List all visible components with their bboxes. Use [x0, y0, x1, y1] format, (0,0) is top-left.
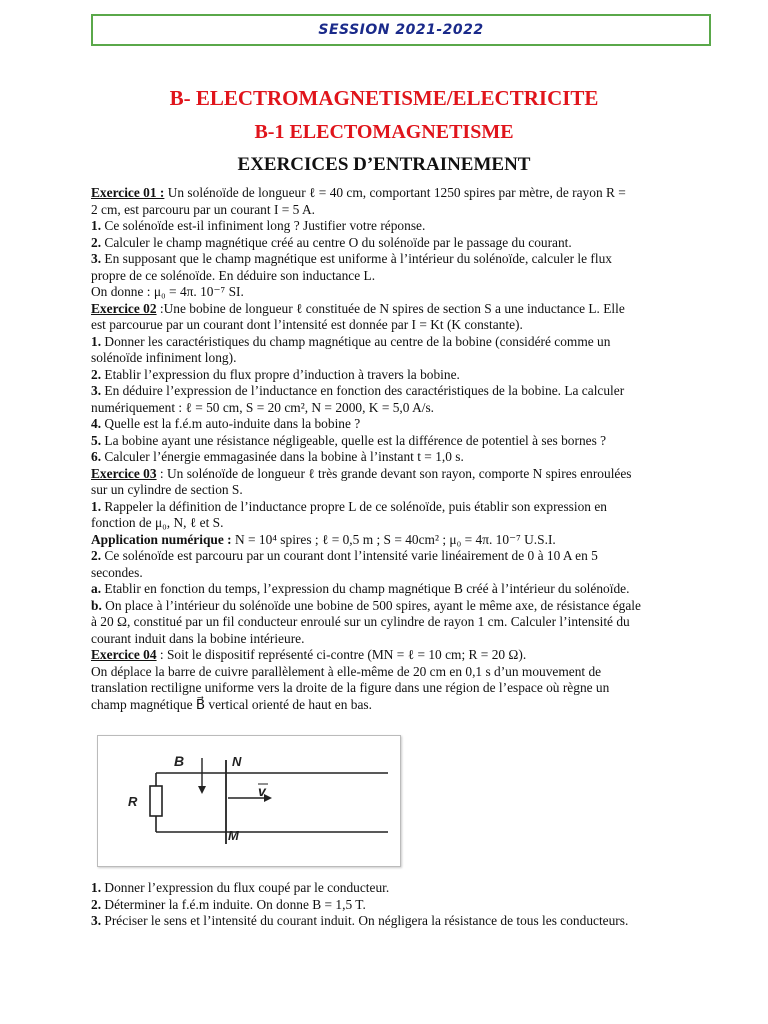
- line-text: Ce solénoïde est-il infiniment long ? Justifier votre réponse.: [101, 218, 426, 233]
- subsection-title: B-1 ELECTOMAGNETISME: [254, 121, 514, 143]
- section-title: B- ELECTROMAGNETISME/ELECTRICITE: [169, 86, 599, 110]
- line-text: En supposant que le champ magnétique est uniforme à l’intérieur du solénoïde, calculer le flux: [101, 251, 612, 266]
- lines-line: [91, 433, 675, 450]
- lines-line: [91, 268, 675, 285]
- label-m: M: [228, 828, 239, 843]
- application-label: Application numérique :: [91, 531, 232, 547]
- lines-line: [91, 416, 675, 433]
- question-number: 2.: [91, 234, 102, 250]
- label-n: N: [232, 754, 242, 769]
- lines-line: [91, 449, 675, 466]
- after-line: [91, 897, 675, 914]
- after-line: [91, 913, 675, 930]
- line-text: Donner l’expression du flux coupé par le conducteur.: [101, 880, 390, 895]
- lines-line: [91, 235, 675, 252]
- line-text: numériquement : ℓ = 50 cm, S = 20 cm², N = 2000, K = 5,0 A/s.: [91, 399, 435, 415]
- lines-line: [91, 466, 675, 483]
- lines-line: [91, 614, 675, 631]
- line-text: : Un solénoïde de longueur ℓ très grande devant son rayon, comporte N spires enroulées: [156, 465, 632, 481]
- line-text: Etablir en fonction du temps, l’expression du champ magnétique B créé à l’intérieur du solénoïde.: [101, 581, 630, 596]
- label-b: B: [174, 753, 185, 769]
- lines-line: [91, 532, 675, 549]
- line-text: En déduire l’expression de l’inductance en fonction des caractéristiques de la bobine. La calculer: [101, 383, 625, 398]
- line-text: est parcourue par un courant dont l’intensité est donnée par I = Kt (K constante).: [91, 317, 523, 332]
- question-number: 2.: [91, 548, 102, 563]
- exercise-label: Exercice 03: [91, 465, 157, 481]
- lines-line: [91, 251, 675, 268]
- lines-line: [91, 202, 675, 219]
- line-text: On place à l’intérieur du solénoïde une bobine de 500 spires, ayant le même axe, de résistance égale: [101, 597, 641, 613]
- line-text: secondes.: [91, 564, 143, 580]
- lines-line: [91, 367, 675, 384]
- exercises-title: EXERCICES D’ENTRAINEMENT: [237, 154, 531, 175]
- lines-line: [91, 185, 675, 202]
- line-text: Un solénoïde de longueur ℓ = 40 cm, comportant 1250 spires par mètre, de rayon R =: [164, 185, 626, 200]
- lines-line: [91, 334, 675, 351]
- line-text: Préciser le sens et l’intensité du courant induit. On négligera la résistance de tous les conducteurs.: [101, 913, 629, 928]
- lines-line: [91, 647, 675, 664]
- circuit-diagram: [98, 736, 400, 866]
- line-text: fonction de μ₀, N, ℓ et S.: [91, 515, 224, 530]
- lines-line: [91, 680, 675, 697]
- lines-line: [91, 301, 675, 318]
- line-text: translation rectiligne uniforme vers la droite de la figure dans une région de l’espace où règne un: [91, 680, 610, 695]
- line-text: Rappeler la définition de l’inductance propre L de ce solénoïde, puis établir son expression en: [101, 498, 607, 514]
- question-number: b.: [91, 597, 102, 613]
- session-banner: [91, 14, 711, 46]
- line-text: courant induit dans la bobine intérieure.: [91, 630, 305, 646]
- line-text: Déterminer la f.é.m induite. On donne B = 1,5 T.: [101, 896, 366, 912]
- exercise-label: Exercice 02: [91, 300, 157, 316]
- question-number: 2.: [91, 896, 102, 912]
- line-text: champ magnétique B⃗ vertical orienté de haut en bas.: [91, 696, 372, 712]
- line-text: 2 cm, est parcouru par un courant I = 5 A.: [91, 201, 315, 217]
- lines-line: [91, 631, 675, 648]
- question-number: 5.: [91, 432, 102, 448]
- line-text: Quelle est la f.é.m auto-induite dans la bobine ?: [101, 416, 361, 431]
- question-number: 4.: [91, 416, 102, 431]
- question-number: 1.: [91, 880, 102, 895]
- lines-line: [91, 598, 675, 615]
- exercise-label: Exercice 01 :: [91, 185, 165, 200]
- line-text: : Soit le dispositif représenté ci-contre (MN = ℓ = 10 cm; R = 20 Ω).: [156, 647, 527, 662]
- lines-line: [91, 317, 675, 334]
- question-number: 1.: [91, 333, 102, 349]
- line-text: N = 10⁴ spires ; ℓ = 0,5 m ; S = 40cm² ; μ₀ = 4π. 10⁻⁷ U.S.I.: [231, 531, 556, 547]
- lines-line: [91, 218, 675, 235]
- line-text: On donne : μ₀ = 4π. 10⁻⁷ SI.: [91, 284, 244, 299]
- lines-line: [91, 350, 675, 367]
- line-text: On déplace la barre de cuivre parallèlement à elle-même de 20 cm en 0,1 s d’un mouvement de: [91, 663, 602, 679]
- line-text: Calculer l’énergie emmagasinée dans la bobine à l’instant t = 1,0 s.: [101, 449, 464, 464]
- line-text: Calculer le champ magnétique créé au centre O du solénoïde par le passage du courant.: [101, 234, 572, 250]
- circuit-figure: [97, 735, 401, 867]
- lines-line: [91, 515, 675, 532]
- lines-line: [91, 664, 675, 681]
- lines-line: [91, 383, 675, 400]
- lines-line: [91, 499, 675, 516]
- label-r: R: [128, 794, 138, 809]
- question-number: 6.: [91, 449, 102, 464]
- lines-line: [91, 400, 675, 417]
- line-text: sur un cylindre de section S.: [91, 482, 243, 497]
- questions-after-figure: [91, 880, 675, 930]
- lines-line: [91, 482, 675, 499]
- line-text: solénoïde infiniment long).: [91, 350, 237, 365]
- after-line: [91, 880, 675, 897]
- line-text: propre de ce solénoïde. En déduire son inductance L.: [91, 267, 376, 283]
- question-number: 1.: [91, 218, 102, 233]
- question-number: 3.: [91, 913, 102, 928]
- line-text: à 20 Ω, constitué par un fil conducteur enroulé sur un cylindre de rayon 1 cm. Calculer l’intensité du: [91, 614, 630, 629]
- lines-line: [91, 284, 675, 301]
- question-number: 3.: [91, 383, 102, 398]
- question-number: 1.: [91, 498, 102, 514]
- question-number: 3.: [91, 251, 102, 266]
- line-text: Donner les caractéristiques du champ magnétique au centre de la bobine (considéré comme un: [101, 333, 611, 349]
- session-label: SESSION 2021-2022: [318, 22, 484, 38]
- lines-line: [91, 565, 675, 582]
- exercise-text: [91, 185, 675, 713]
- question-number: 2.: [91, 366, 102, 382]
- line-text: La bobine ayant une résistance négligeable, quelle est la différence de potentiel à ses bornes ?: [101, 432, 607, 448]
- lines-line: [91, 697, 675, 714]
- exercise-label: Exercice 04: [91, 647, 157, 662]
- line-text: Ce solénoïde est parcouru par un courant dont l’intensité varie linéairement de 0 à 10 A en 5: [101, 548, 598, 563]
- line-text: :Une bobine de longueur ℓ constituée de N spires de section S a une inductance L. Elle: [156, 300, 625, 316]
- lines-line: [91, 548, 675, 565]
- question-number: a.: [91, 581, 102, 596]
- lines-line: [91, 581, 675, 598]
- label-v: v: [258, 783, 266, 799]
- resistor: [150, 786, 162, 816]
- line-text: Etablir l’expression du flux propre d’induction à travers la bobine.: [101, 366, 460, 382]
